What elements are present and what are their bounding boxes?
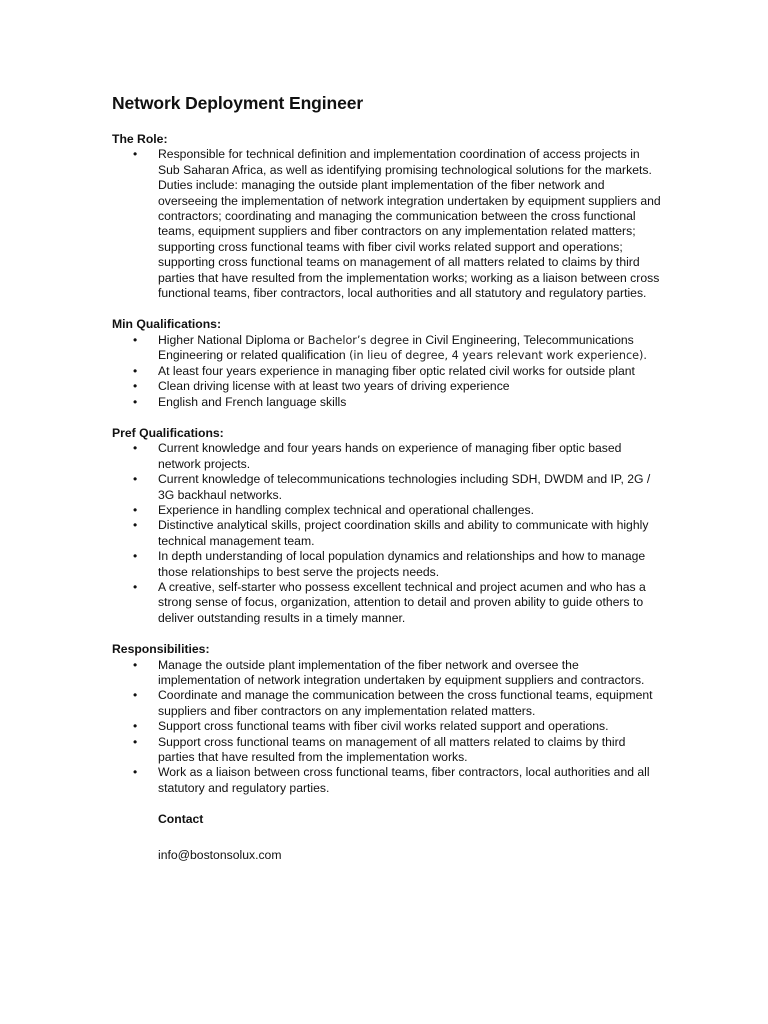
bullet-icon: • (133, 472, 138, 487)
bullet-icon: • (133, 688, 138, 703)
list-item-text: Current knowledge and four years hands on experience of managing fiber optic based network projects. (158, 441, 622, 471)
bullet-icon: • (133, 363, 138, 378)
section-min-qualifications (112, 317, 662, 409)
bullet-icon: • (133, 502, 138, 517)
list-item-text: In depth understanding of local population dynamics and relationships and how to manage those relationships to best serve the projects needs. (158, 549, 646, 579)
list-item (112, 658, 662, 689)
list-item-text: Clean driving license with at least two years of driving experience (158, 379, 510, 394)
list-item-text: Coordinate and manage the communication between the cross functional teams, equipment suppliers and fiber contractors on any implementation related matters. (158, 688, 653, 718)
list-item (112, 503, 662, 518)
list-item-text: Responsible for technical definition and implementation coordination of access projects in Sub Saharan Africa, as well as identifying promising technological solutions for the markets. Duties include: managing the outside plant implementation of the fiber network and overseeing the implementation of network integration undertaken by equipment suppliers and contractors; coordinating and managing the communication between the cross functional teams, equipment suppliers and fiber contractors on any implementation related matters; supporting cross functional teams with fiber civil works related support and operations; supporting cross functional teams on management of all matters related to claims by third parties that have resulted from the implementation works; working as a liaison between cross functional teams, fiber contractors, local authorities and all statutory and regulatory parties. (158, 147, 661, 301)
section-heading-role: The Role: (112, 132, 168, 146)
list-item-text: At least four years experience in managing fiber optic related civil works for outside plant (158, 363, 635, 378)
section-heading-responsibilities: Responsibilities: (112, 642, 210, 657)
section-pref-qualifications (112, 426, 662, 626)
document-content (112, 92, 662, 864)
bullet-icon: • (133, 579, 138, 594)
min-qualifications-list (112, 333, 662, 410)
list-item (112, 395, 662, 410)
contact-heading: Contact (158, 812, 204, 827)
list-item (112, 549, 662, 580)
bullet-icon: • (133, 147, 138, 162)
contact-section (112, 812, 662, 863)
list-item (112, 333, 662, 364)
list-item-text: Experience in handling complex technical and operational challenges. (158, 502, 535, 517)
bullet-icon: • (133, 765, 138, 780)
list-item-text: A creative, self-starter who possess excellent technical and project acumen and who has a strong sense of focus, organization, attention to detail and proven ability to guide others to deliver outstanding results in a timely manner. (158, 579, 646, 625)
list-item (112, 765, 662, 796)
list-item (112, 688, 662, 719)
list-item (112, 472, 662, 503)
list-item (112, 441, 662, 472)
list-item-text-part: Bachelor’s degree (307, 333, 410, 347)
list-item (112, 518, 662, 549)
list-item-text: Support cross functional teams with fiber civil works related support and operations. (158, 719, 609, 734)
bullet-icon: • (133, 657, 138, 672)
page-title: Network Deployment Engineer (112, 93, 364, 113)
bullet-icon: • (133, 549, 138, 564)
list-item-text: Work as a liaison between cross functional teams, fiber contractors, local authorities and all statutory and regulatory parties. (158, 765, 650, 795)
list-item (112, 379, 662, 394)
list-item-text-part: in Civil Engineering, Telecommunications Engineering or related qualification (158, 332, 634, 363)
bullet-icon: • (133, 394, 138, 409)
list-item (112, 580, 662, 626)
list-item-text: Support cross functional teams on management of all matters related to claims by third parties that have resulted from the implementation works. (158, 734, 626, 765)
bullet-icon: • (133, 441, 138, 456)
section-heading-min-qualifications: Min Qualifications: (112, 317, 222, 332)
responsibilities-list (112, 658, 662, 797)
list-item (112, 719, 662, 734)
role-list (112, 147, 662, 301)
list-item-text-part: Higher National Diploma or (158, 332, 308, 347)
list-item (112, 735, 662, 766)
section-responsibilities (112, 642, 662, 796)
bullet-icon: • (133, 734, 138, 749)
list-item (112, 147, 662, 301)
list-item-text: English and French language skills (158, 394, 347, 409)
section-heading-pref-qualifications: Pref Qualifications: (112, 425, 224, 440)
contact-email-link[interactable]: info@bostonsolux.com (158, 847, 282, 862)
list-item-text-part: (in lieu of degree, 4 years relevant work experience). (349, 349, 647, 363)
list-item-text: Distinctive analytical skills, project coordination skills and ability to communicate with highly technical management team. (158, 518, 649, 548)
bullet-icon: • (133, 518, 138, 533)
list-item-text: Manage the outside plant implementation of the fiber network and oversee the implementation of network integration undertaken by equipment suppliers and contractors. (158, 657, 645, 687)
bullet-icon: • (133, 719, 138, 734)
pref-qualifications-list (112, 441, 662, 626)
section-role (112, 132, 662, 301)
list-item-text: Current knowledge of telecommunications technologies including SDH, DWDM and IP, 2G / 3G backhaul networks. (158, 472, 651, 502)
list-item (112, 364, 662, 379)
bullet-icon: • (133, 332, 138, 347)
bullet-icon: • (133, 379, 138, 394)
